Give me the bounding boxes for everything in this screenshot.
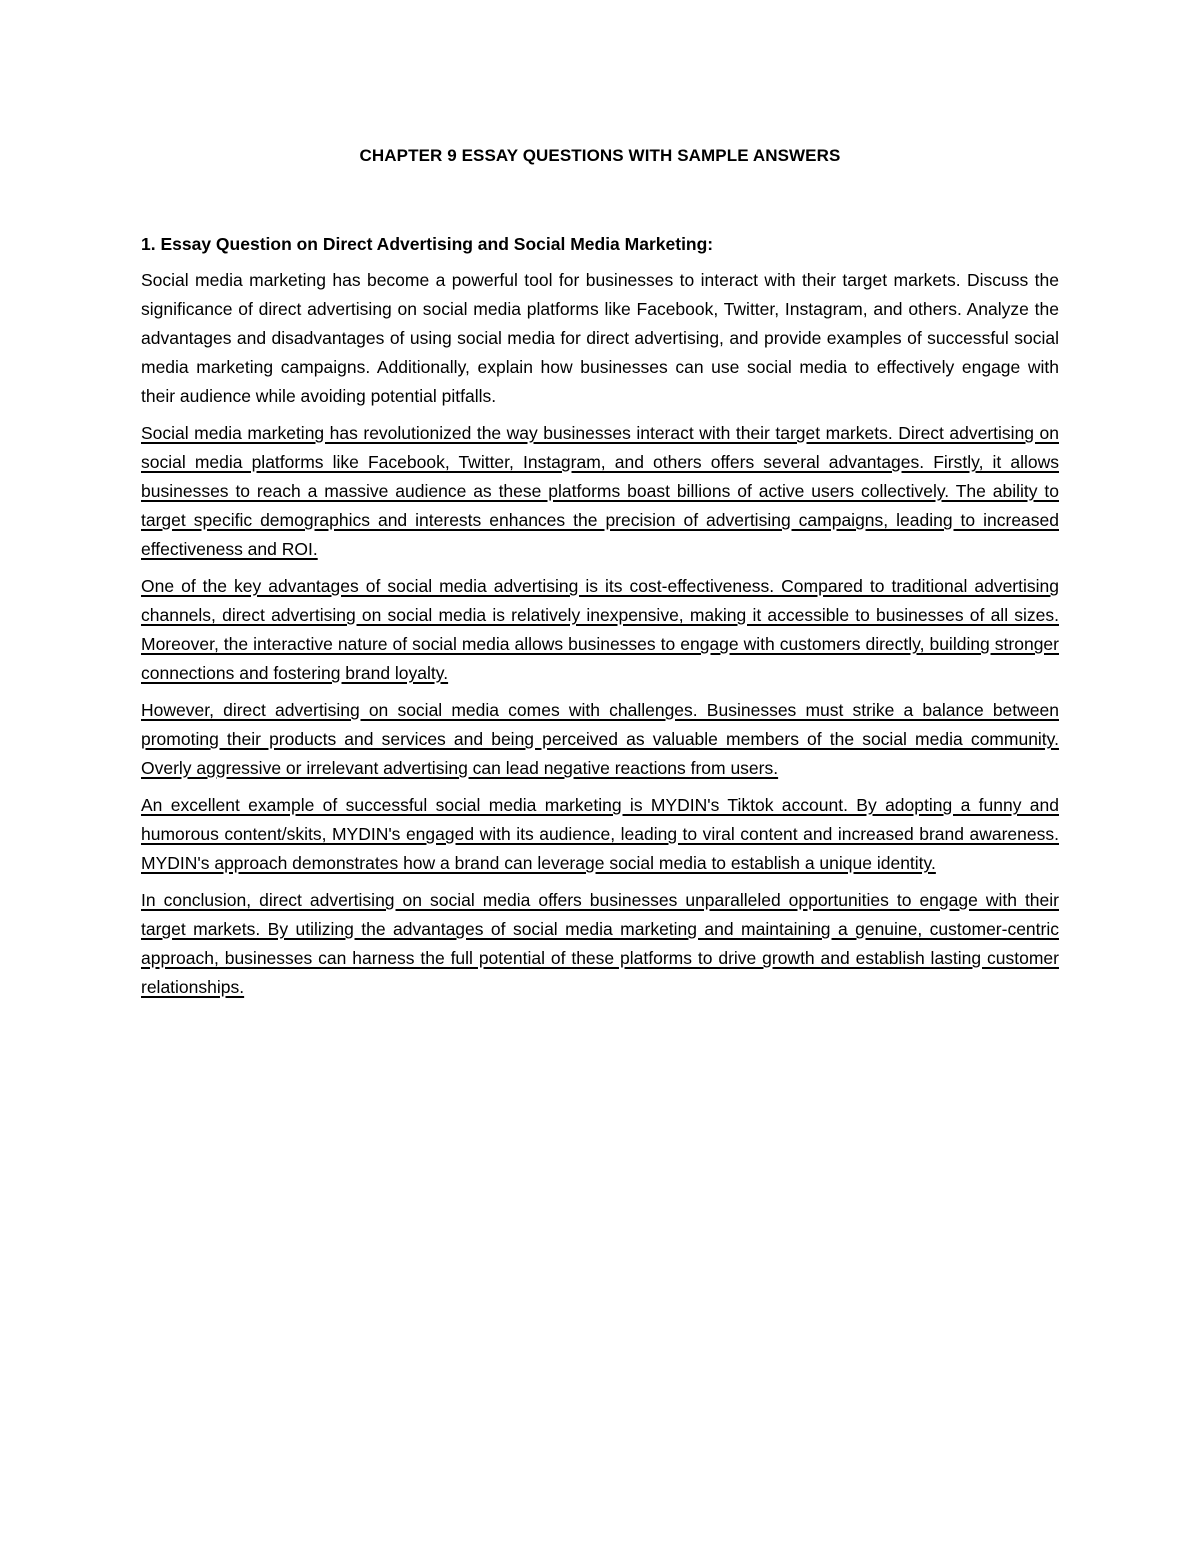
page-title: CHAPTER 9 ESSAY QUESTIONS WITH SAMPLE ANSWERS	[359, 146, 841, 165]
answer-paragraph: Social media marketing has revolutionized the way businesses interact with their target markets. Direct advertising on social media platforms like Facebook, Twitter, Instagram, and others offers several advantages. Firstly, it allows businesses to reach a massive audience as these platforms boast billions of active users collectively. The ability to target specific demographics and interests enhances the precision of advertising campaigns, leading to increased effectiveness and ROI.	[141, 423, 1059, 559]
question-heading: 1. Essay Question on Direct Advertising and Social Media Marketing:	[141, 234, 714, 254]
question-text: Social media marketing has become a powerful tool for businesses to interact with their target markets. Discuss the significance of direct advertising on social media platforms like Facebook, Twitter, Instagram, and others. Analyze the advantages and disadvantages of using social media for direct advertising, and provide examples of successful social media marketing campaigns. Additionally, explain how businesses can use social media to effectively engage with their audience while avoiding potential pitfalls.	[141, 270, 1059, 406]
document-body	[141, 230, 1059, 1010]
answer-paragraph: However, direct advertising on social media comes with challenges. Businesses must strike a balance between promoting their products and services and being perceived as valuable members of the social media community. Overly aggressive or irrelevant advertising can lead negative reactions from users.	[141, 700, 1059, 778]
answer-paragraph: In conclusion, direct advertising on social media offers businesses unparalleled opportunities to engage with their target markets. By utilizing the advantages of social media marketing and maintaining a genuine, customer-centric approach, businesses can harness the full potential of these platforms to drive growth and establish lasting customer relationships.	[141, 890, 1059, 997]
answer-paragraph: One of the key advantages of social media advertising is its cost-effectiveness. Compared to traditional advertising channels, direct advertising on social media is relatively inexpensive, making it accessible to businesses of all sizes. Moreover, the interactive nature of social media allows businesses to engage with customers directly, building stronger connections and fostering brand loyalty.	[141, 576, 1059, 683]
answer-paragraph: An excellent example of successful social media marketing is MYDIN's Tiktok account. By adopting a funny and humorous content/skits, MYDIN's engaged with its audience, leading to viral content and increased brand awareness. MYDIN's approach demonstrates how a brand can leverage social media to establish a unique identity.	[141, 795, 1059, 873]
